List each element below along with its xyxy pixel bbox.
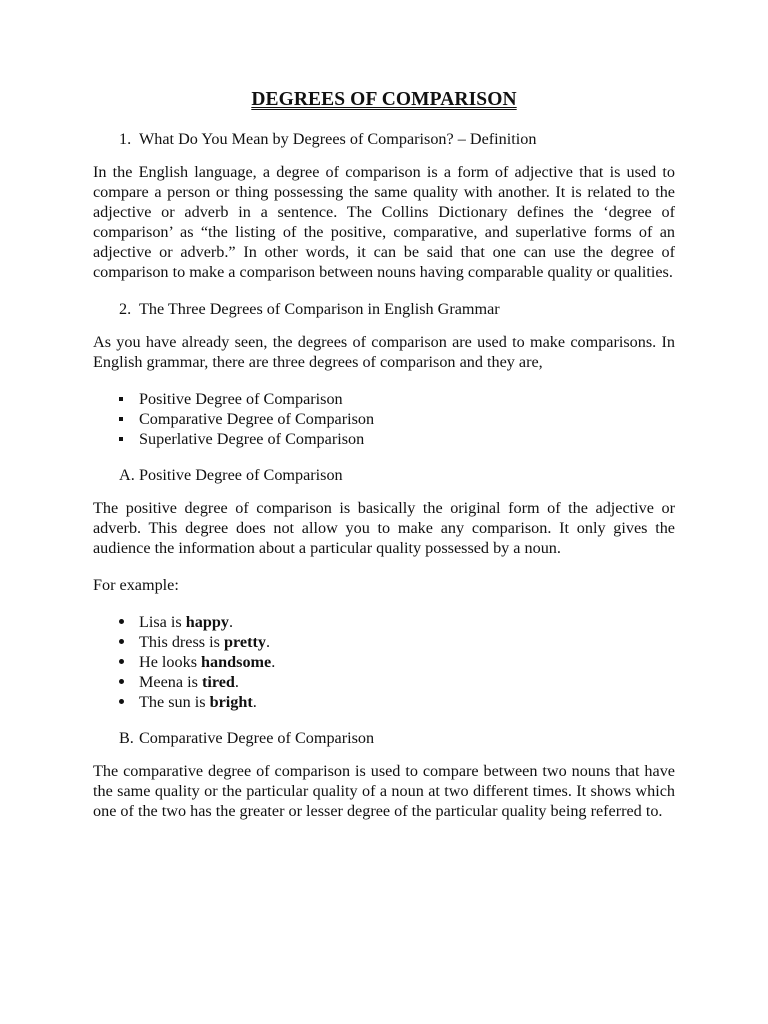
section-a-paragraph: The positive degree of comparison is basically the original form of the adjective or adverb. This degree does not allow you to make any comparison. It only gives the audience the information about a particular quality possessed by a noun. bbox=[93, 499, 675, 557]
section-a-heading bbox=[93, 465, 675, 485]
section-2-heading bbox=[93, 299, 675, 319]
section-1-paragraph: In the English language, a degree of comparison is a form of adjective that is used to compare a person or thing possessing the same quality with another. It is related to the adjective or adverb in a sentence. The Collins Dictionary defines the ‘degree of comparison’ as “the listing of the positive, comparative, and superlative forms of an adjective or adverb.” In other words, it can be said that one can use the degree of comparison to make a comparison between nouns having comparable quality or qualities. bbox=[93, 163, 675, 281]
examples-list bbox=[93, 612, 675, 712]
list-item: Positive Degree of Comparison bbox=[93, 389, 675, 409]
section-2-heading-text: The Three Degrees of Comparison in English Grammar bbox=[139, 300, 500, 318]
section-1-heading bbox=[93, 129, 675, 149]
section-a-number: A. bbox=[119, 466, 135, 484]
round-bullet-icon bbox=[116, 612, 126, 632]
list-item: The sun is bright. bbox=[93, 692, 675, 712]
section-b-paragraph: The comparative degree of comparison is used to compare between two nouns that have the same quality or the particular quality of a noun at two different times. It shows which one of the two has the greater or lesser degree of the particular quality being referred to. bbox=[93, 762, 675, 820]
section-2-paragraph: As you have already seen, the degrees of comparison are used to make comparisons. In English grammar, there are three degrees of comparison and they are, bbox=[93, 333, 675, 371]
list-item: Superlative Degree of Comparison bbox=[93, 429, 675, 449]
list-item: He looks handsome. bbox=[93, 652, 675, 672]
round-bullet-icon bbox=[116, 692, 126, 712]
section-1-heading-text: What Do You Mean by Degrees of Comparison? – Definition bbox=[139, 130, 537, 148]
section-2-number: 2. bbox=[119, 300, 132, 318]
square-bullet-icon bbox=[116, 389, 126, 409]
round-bullet-icon bbox=[116, 672, 126, 692]
degrees-list bbox=[93, 389, 675, 449]
square-bullet-icon bbox=[116, 429, 126, 449]
page-title: DEGREES OF COMPARISON bbox=[251, 89, 517, 110]
section-b-heading bbox=[93, 728, 675, 748]
list-item: This dress is pretty. bbox=[93, 632, 675, 652]
round-bullet-icon bbox=[116, 652, 126, 672]
section-a-heading-text: Positive Degree of Comparison bbox=[139, 466, 343, 484]
list-item: Comparative Degree of Comparison bbox=[93, 409, 675, 429]
list-item: Meena is tired. bbox=[93, 672, 675, 692]
round-bullet-icon bbox=[116, 632, 126, 652]
list-item: Lisa is happy. bbox=[93, 612, 675, 632]
section-1-number: 1. bbox=[119, 130, 132, 148]
document-page bbox=[93, 88, 675, 838]
example-label: For example: bbox=[93, 576, 179, 594]
square-bullet-icon bbox=[116, 409, 126, 429]
section-b-heading-text: Comparative Degree of Comparison bbox=[139, 729, 375, 747]
section-b-number: B. bbox=[119, 729, 134, 747]
